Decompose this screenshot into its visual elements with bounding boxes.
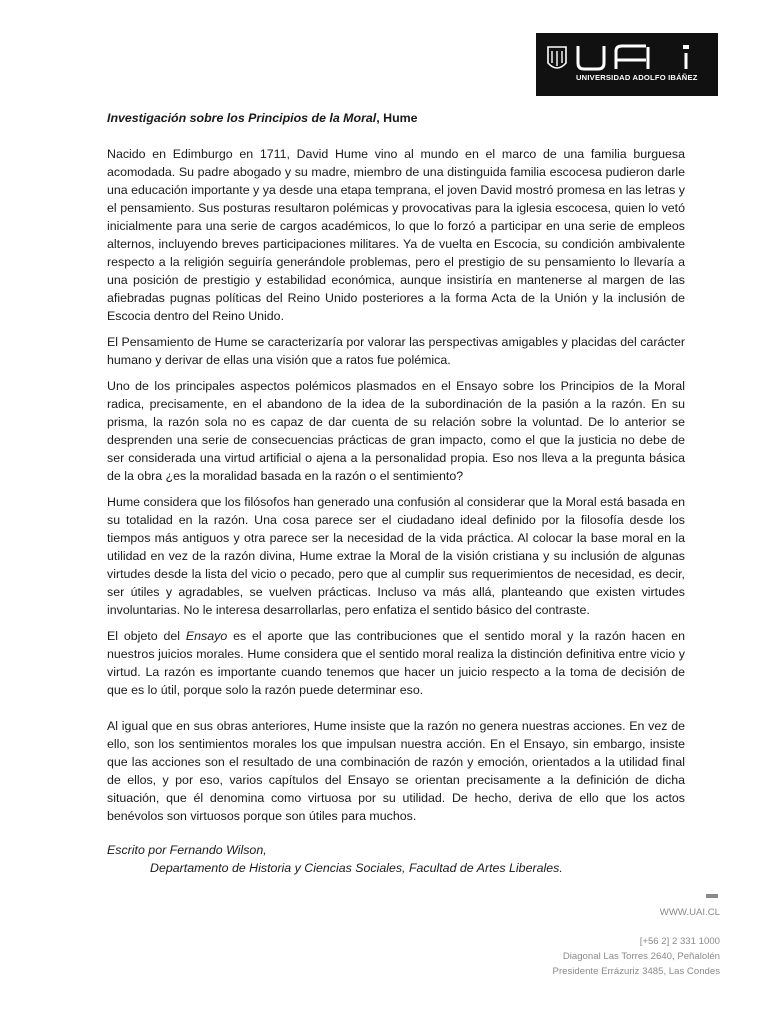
signature (107, 841, 685, 877)
paragraph-5: El objeto del Ensayo es el aporte que las contribuciones que el sentido moral y la razón hacen en nuestros juicios morales. Hume considera que el sentido moral realiza la distinción definitiva entre vicio y virtud. La razón es importante cuando tenemos que hacer un juicio respecto a la toma de decisión de que es lo útil, porque solo la razón puede determinar eso. (107, 629, 686, 697)
footer-address-2: Presidente Errázuriz 3485, Las Condes (552, 966, 720, 977)
paragraph-6: Al igual que en sus obras anteriores, Hume insiste que la razón no genera nuestras acciones. En vez de ello, son los sentimientos morales los que impulsan nuestra acción. En el Ensayo, sin embargo, insiste que las acciones son el resultado de una combinación de razón y emoción, orientados a la utilidad final de ellos, y por eso, varios capítulos del Ensayo se orientan precisamente a la definición de dicha situación, que él denomina como virtuosa por su utilidad. De hecho, deriva de ello que los actos benévolos son virtuosos porque son útiles para muchos. (107, 719, 685, 823)
uai-crest-icon (536, 33, 718, 96)
footer-website[interactable]: WWW.UAI.CL (659, 907, 720, 918)
ensayo-italic: Ensayo (185, 629, 228, 643)
title-author: , Hume (376, 111, 418, 125)
paragraph-1: Nacido en Edimburgo en 1711, David Hume vino al mundo en el marco de una familia burguesa acomodada. Su padre abogado y su madre, miembro de una distinguida familia escocesa pudieron darle una educación importante y ya desde una etapa temprana, el joven David mostró promesa en las letras y el pensamiento. Sus posturas resultaron polémicas y provocativas para la iglesia escocesa, quien lo vetó inicialmente para una serie de cargos académicos, lo que lo forzó a participar en una serie de empleos alternos, incluyendo breves participaciones militares. Ya de vuelta en Escocia, su condición ambivalente respecto a la religión seguiría generándole problemas, pero el prestigio de su pensamiento lo llevaría a una posición de prestigio y estabilidad económica, aunque insistiría en mantenerse al margen de las afiebradas pugnas políticas del Reino Unido posteriores a la forma Acta de la Unión y la inclusión de Escocia dentro del Reino Unido. (107, 147, 685, 323)
footer-contact (553, 905, 720, 979)
signature-department: Departamento de Historia y Ciencias Sociales, Facultad de Artes Liberales. (150, 861, 563, 875)
document-title (107, 109, 685, 127)
footer-divider (706, 894, 718, 898)
title-work: Investigación sobre los Principios de la Moral (107, 111, 377, 125)
uai-logo (536, 33, 718, 96)
paragraph-4: Hume considera que los filósofos han generado una confusión al considerar que la Moral está basada en su totalidad en la razón. Una cosa parece ser el ciudadano ideal definido por la filosofía desde los tiempos más antiguos y otra parece ser la necesidad de la vida práctica. Al colocar la base moral en la utilidad en vez de la razón divina, Hume extrae la Moral de la visión cristiana y su inclusión de algunas virtudes desde la lista del vicio o pecado, pero que al cumplir sus requerimientos de necesidad, es decir, ser útiles y agradables, se vuelven prácticas. Incluso va más allá, planteando que existen virtudes involuntarias. No le interesa desarrollarlas, pero enfatiza el sentido básico del contraste. (107, 495, 685, 617)
signature-author: Escrito por Fernando Wilson, (107, 843, 267, 857)
paragraph-3: Uno de los principales aspectos polémicos plasmados en el Ensayo sobre los Principios de la Moral radica, precisamente, en el abandono de la idea de la subordinación de la pasión a la razón. En su prisma, la razón sola no es capaz de dar cuenta de su relación sobre la voluntad. De lo anterior se desprenden una serie de consecuencias prácticas de gran impacto, como el que la justicia no debe de ser considerada una virtud artificial o ajena a la personalidad propia. Eso nos lleva a la pregunta básica de la obra ¿es la moralidad basada en la razón o el sentimiento? (107, 379, 685, 483)
footer-address-1: Diagonal Las Torres 2640, Peñalolén (562, 951, 720, 962)
paragraph-2: El Pensamiento de Hume se caracterizaría por valorar las perspectivas amigables y placidas del carácter humano y derivar de ellas una visión que a ratos fue polémica. (107, 335, 685, 367)
logo-university-name: UNIVERSIDAD ADOLFO IBÁÑEZ (576, 73, 698, 82)
document-body (107, 109, 685, 877)
footer-phone: [+56 2] 2 331 1000 (639, 936, 720, 947)
